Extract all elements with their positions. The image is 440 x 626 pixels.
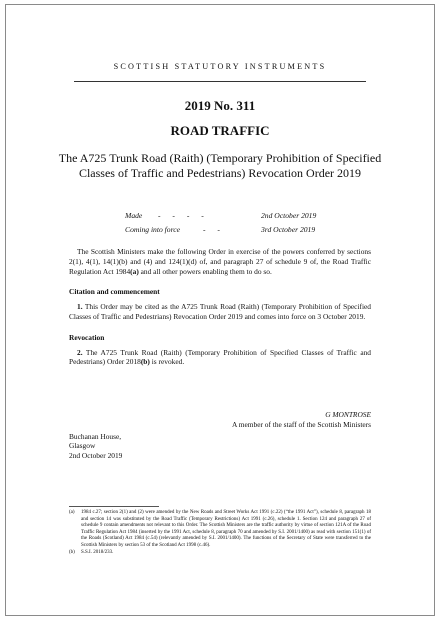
footnotes (69, 510, 371, 556)
order-title: The A725 Trunk Road (Raith) (Temporary Prohibition of Specified Classes of Traffic and Pedestrians) Revocation Order 2019 (58, 151, 382, 180)
footnote-a (69, 510, 371, 550)
in-force-dashes: - - (203, 225, 225, 234)
made-dashes: - - - - (158, 211, 209, 220)
article-1-number: 1. (77, 302, 83, 312)
header-rule (74, 81, 366, 82)
in-force-date-row (6, 225, 434, 239)
footnote-b-mark: (b) (69, 549, 75, 555)
article-2 (69, 348, 371, 368)
in-force-date: 3rd October 2019 (261, 225, 316, 234)
subject-heading: ROAD TRAFFIC (170, 123, 270, 138)
preamble-ref: (a) (130, 266, 139, 276)
dates-block (6, 211, 434, 239)
place-and-date (69, 432, 122, 460)
footnote-rule (69, 506, 159, 507)
preamble-text: The Scottish Ministers make the following Order in exercise of the powers conferred by sections 2(1), 4(1), 14(1)(b) and (4) and 124(1)(d) of, and paragraph 27 of schedule 9 of, the Road Traffic Regulation Act 1984 (69, 247, 371, 276)
series-title: SCOTTISH STATUTORY INSTRUMENTS (113, 62, 327, 71)
made-label: Made (125, 211, 143, 220)
preamble-text-end: and all other powers enabling them to do so. (138, 266, 272, 276)
document-page (5, 4, 435, 616)
preamble (69, 247, 371, 276)
in-force-label: Coming into force (125, 225, 180, 234)
section-heading-revocation: Revocation (69, 332, 105, 342)
signatory-name: G MONTROSE (325, 410, 371, 419)
section-heading-citation: Citation and commencement (69, 287, 160, 297)
footnote-a-mark: (a) (69, 510, 75, 515)
footnote-b-text: S.S.I. 2018/233. (81, 549, 114, 555)
signing-date: 2nd October 2019 (69, 450, 123, 460)
article-1 (69, 302, 371, 322)
made-date: 2nd October 2019 (261, 211, 317, 220)
article-2-number: 2. (77, 347, 83, 357)
article-2-ref: (b) (140, 357, 150, 367)
order-body (69, 247, 371, 367)
footnote-b (69, 550, 371, 557)
instrument-number: 2019 No. 311 (184, 98, 256, 113)
footnote-a-text: 1984 c.27; section 2(1) and (2) were amended by the New Roads and Street Works Act 1991 (c.22) (“the 1991 Act”), schedule 8, paragraph 18 and section 14 was substituted by the Road Traffic (Temporary Restrictions) Act 1991 (c.26), schedule 1. Section 124 and paragraph 27 of schedule 9 contain amendments not relevant to this Order. The Scottish Ministers are the traffic authority by virtue of section 121A of the Road Traffic Regulation Act 1984 (inserted by the 1991 Act, schedule 8, paragraph 70 and amended by S.I. 2001/1400) as read with section 151(1) of the Roads (Scotland) Act 1984 (c.54) (relevantly amended by S.I. 2001/1400). The functions of the Secretary of State were transferred to the Scottish Ministers by section 53 of the Scotland Act 1998 (c.46). (81, 510, 371, 548)
article-1-text: This Order may be cited as the A725 Trunk Road (Raith) (Temporary Prohibition of Specified Classes of Traffic and Pedestrians) Revocation Order 2019 and comes into force on 3 October 2019. (69, 302, 371, 321)
place-line-1: Buchanan House, (69, 432, 122, 441)
article-2-text: The A725 Trunk Road (Raith) (Temporary Prohibition of Specified Classes of Traffic and Pedestrians) Order 2018 (69, 347, 371, 367)
signatory-role: A member of the staff of the Scottish Ministers (231, 419, 371, 429)
article-2-text-end: is revoked. (149, 357, 185, 367)
place-line-2: Glasgow (69, 441, 96, 451)
made-date-row (6, 211, 434, 225)
signature-block (232, 410, 371, 429)
